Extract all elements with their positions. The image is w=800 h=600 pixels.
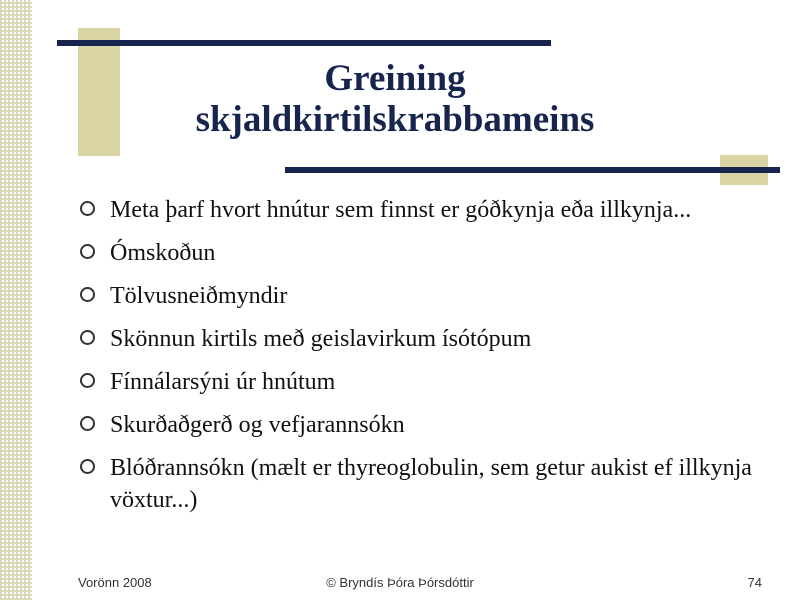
bullet-text: Fínnálarsýni úr hnútum — [110, 369, 336, 395]
footer-copyright: © Bryndís Þóra Þórsdóttir — [326, 575, 474, 590]
slide-title-line1: Greining — [324, 58, 466, 99]
decorative-block — [78, 28, 120, 156]
bullet-circle-icon — [80, 201, 95, 216]
bullet-circle-icon — [80, 244, 95, 259]
title-rule-bottom — [285, 167, 780, 173]
title-rule-top — [57, 40, 551, 46]
bullet-text: Ómskoðun — [110, 240, 216, 266]
bullet-item — [80, 323, 770, 355]
bullet-item — [80, 452, 770, 516]
bullet-item — [80, 237, 770, 269]
bullet-text: Skurðaðgerð og vefjarannsókn — [110, 412, 405, 438]
footer-term: Vorönn 2008 — [78, 575, 152, 590]
bullet-text: Blóðrannsókn (mælt er thyreoglobulin, sem getur aukist ef illkynja vöxtur...) — [110, 455, 752, 513]
slide-title-line2: skjaldkirtilskrabbameins — [195, 99, 595, 140]
bullet-item — [80, 280, 770, 312]
slide-title — [125, 58, 665, 140]
bullet-circle-icon — [80, 287, 95, 302]
decorative-stripe — [0, 0, 32, 600]
bullet-item — [80, 366, 770, 398]
footer-page-number: 74 — [747, 575, 762, 590]
bullet-text: Tölvusneiðmyndir — [110, 283, 288, 309]
bullet-text: Meta þarf hvort hnútur sem finnst er góðkynja eða illkynja... — [110, 197, 692, 223]
bullet-circle-icon — [80, 330, 95, 345]
bullet-circle-icon — [80, 459, 95, 474]
bullet-item — [80, 194, 770, 226]
bullet-list — [80, 194, 770, 527]
bullet-text: Skönnun kirtils með geislavirkum ísótópum — [110, 326, 532, 352]
bullet-circle-icon — [80, 416, 95, 431]
bullet-item — [80, 409, 770, 441]
bullet-circle-icon — [80, 373, 95, 388]
